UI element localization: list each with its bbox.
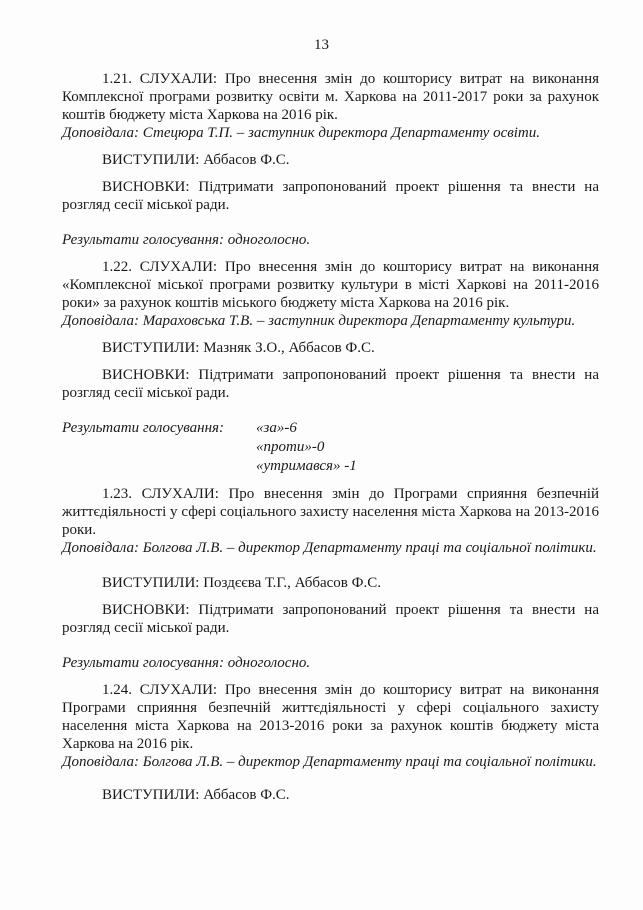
item-speaker: Доповідала: Мараховська Т.В. – заступник директора Департаменту культури. [62,313,576,329]
item-speaker: Доповідала: Стецюра Т.П. – заступник директора Департаменту освіти. [62,125,541,141]
vote-for: «за»-6 [256,420,297,436]
vote-against: «проти»-0 [256,439,325,455]
item-conclusion: ВИСНОВКИ: Підтримати запропонований проект рішення та внести на розгляд сесії міської ради. [62,602,599,636]
document-body [62,70,599,804]
item-vote: Результати голосування: одноголосно. [62,655,311,671]
item-speaker: Доповідала: Болгова Л.В. – директор Департаменту праці та соціальної політики. [62,540,597,556]
item-heading: 1.22. СЛУХАЛИ: Про внесення змін до кошторису витрат на виконання «Комплексної міської програми розвитку культури в місті Харкові на 2011-2016 роки» за рахунок коштів міського бюджету міста Харкова на 2016 рік. [62,259,599,311]
item-conclusion: ВИСНОВКИ: Підтримати запропонований проект рішення та внести на розгляд сесії міської ради. [62,179,599,213]
item-spoke: ВИСТУПИЛИ: Аббасов Ф.С. [102,787,290,803]
item-conclusion: ВИСНОВКИ: Підтримати запропонований проект рішення та внести на розгляд сесії міської ради. [62,367,599,401]
item-spoke: ВИСТУПИЛИ: Поздєєва Т.Г., Аббасов Ф.С. [102,575,381,591]
item-spoke: ВИСТУПИЛИ: Мазняк З.О., Аббасов Ф.С. [102,340,375,356]
vote-label: Результати голосування: [62,420,225,436]
item-heading: 1.24. СЛУХАЛИ: Про внесення змін до кошторису витрат на виконання Програми сприяння безпечній життєдіяльності у сфері соціального захисту населення міста Харкова на 2013-2016 роки за рахунок коштів бюджету міста Харкова на 2016 рік. [62,682,599,752]
page-number: 13 [314,37,329,53]
item-heading: 1.21. СЛУХАЛИ: Про внесення змін до кошторису витрат на виконання Комплексної програми розвитку освіти м. Харкова на 2011-2017 роки за рахунок коштів бюджету міста Харкова на 2016 рік. [62,71,599,123]
item-speaker: Доповідала: Болгова Л.В. – директор Департаменту праці та соціальної політики. [62,754,597,770]
item-heading: 1.23. СЛУХАЛИ: Про внесення змін до Програми сприяння безпечній життєдіяльності у сфері соціального захисту населення міста Харкова на 2013-2016 роки. [62,486,599,538]
vote-results [62,419,599,476]
item-vote: Результати голосування: одноголосно. [62,232,311,248]
vote-abstain: «утримався» -1 [256,458,357,474]
item-spoke: ВИСТУПИЛИ: Аббасов Ф.С. [102,152,290,168]
vote-values [256,419,357,476]
